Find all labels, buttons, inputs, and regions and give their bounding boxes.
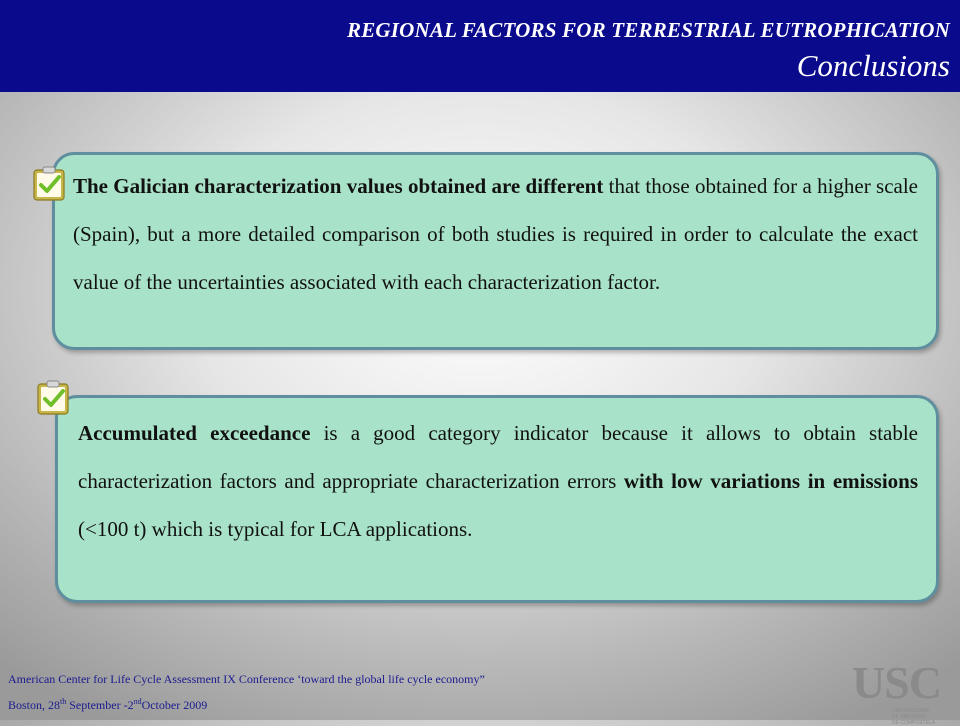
- usc-logo-line: DE COMPOSTELA: [892, 720, 936, 726]
- conclusion-1-rest: that those obtained for a higher scale (Spain), but a more detailed comparison of both studies is required in order to calculate the exact value of the uncertainties associated with each characterization factor.: [73, 174, 918, 294]
- title-bar: [0, 0, 960, 92]
- footer-date-part: Boston, 28: [8, 698, 61, 712]
- footer-date-part: October 2009: [141, 698, 208, 712]
- conclusion-1-bold: The Galician characterization values obtained are different: [73, 174, 604, 198]
- footer-date-sup: nd: [133, 697, 142, 706]
- slide-title: REGIONAL FACTORS FOR TERRESTRIAL EUTROPHICATION: [347, 18, 950, 42]
- usc-logo-letters: USC: [852, 657, 942, 708]
- conclusion-box-2: [55, 395, 939, 603]
- footer-date: [8, 697, 207, 713]
- footer-date-part: September -2: [66, 698, 134, 712]
- clipboard-check-icon: [32, 166, 66, 202]
- usc-logo-subtext: [892, 708, 935, 726]
- conclusion-text-2: [78, 409, 918, 553]
- conclusion-box-1: [52, 152, 939, 350]
- conclusion-2-mid: is a good category indicator because it allows to obtain stable characterization factors and appropriate characterization errors: [78, 421, 918, 493]
- conclusion-2-end: (<100 t) which is typical for LCA applications.: [78, 517, 473, 541]
- footer-date-sup: th: [60, 697, 67, 706]
- usc-logo-line: UNIVERSIDADE: [892, 708, 930, 714]
- conclusion-2-bold-1: Accumulated exceedance: [78, 421, 311, 445]
- usc-logo: [852, 657, 960, 726]
- conclusion-2-bold-2: with low variations in emissions: [623, 469, 919, 493]
- footer-conference: American Center for Life Cycle Assessment IX Conference ‘toward the global life cycle economy”: [8, 672, 485, 686]
- usc-logo-line: DE SANTIAGO: [892, 714, 927, 720]
- conclusion-text-1: [73, 162, 918, 306]
- slide-subtitle: Conclusions: [796, 48, 950, 83]
- clipboard-check-icon: [36, 380, 70, 416]
